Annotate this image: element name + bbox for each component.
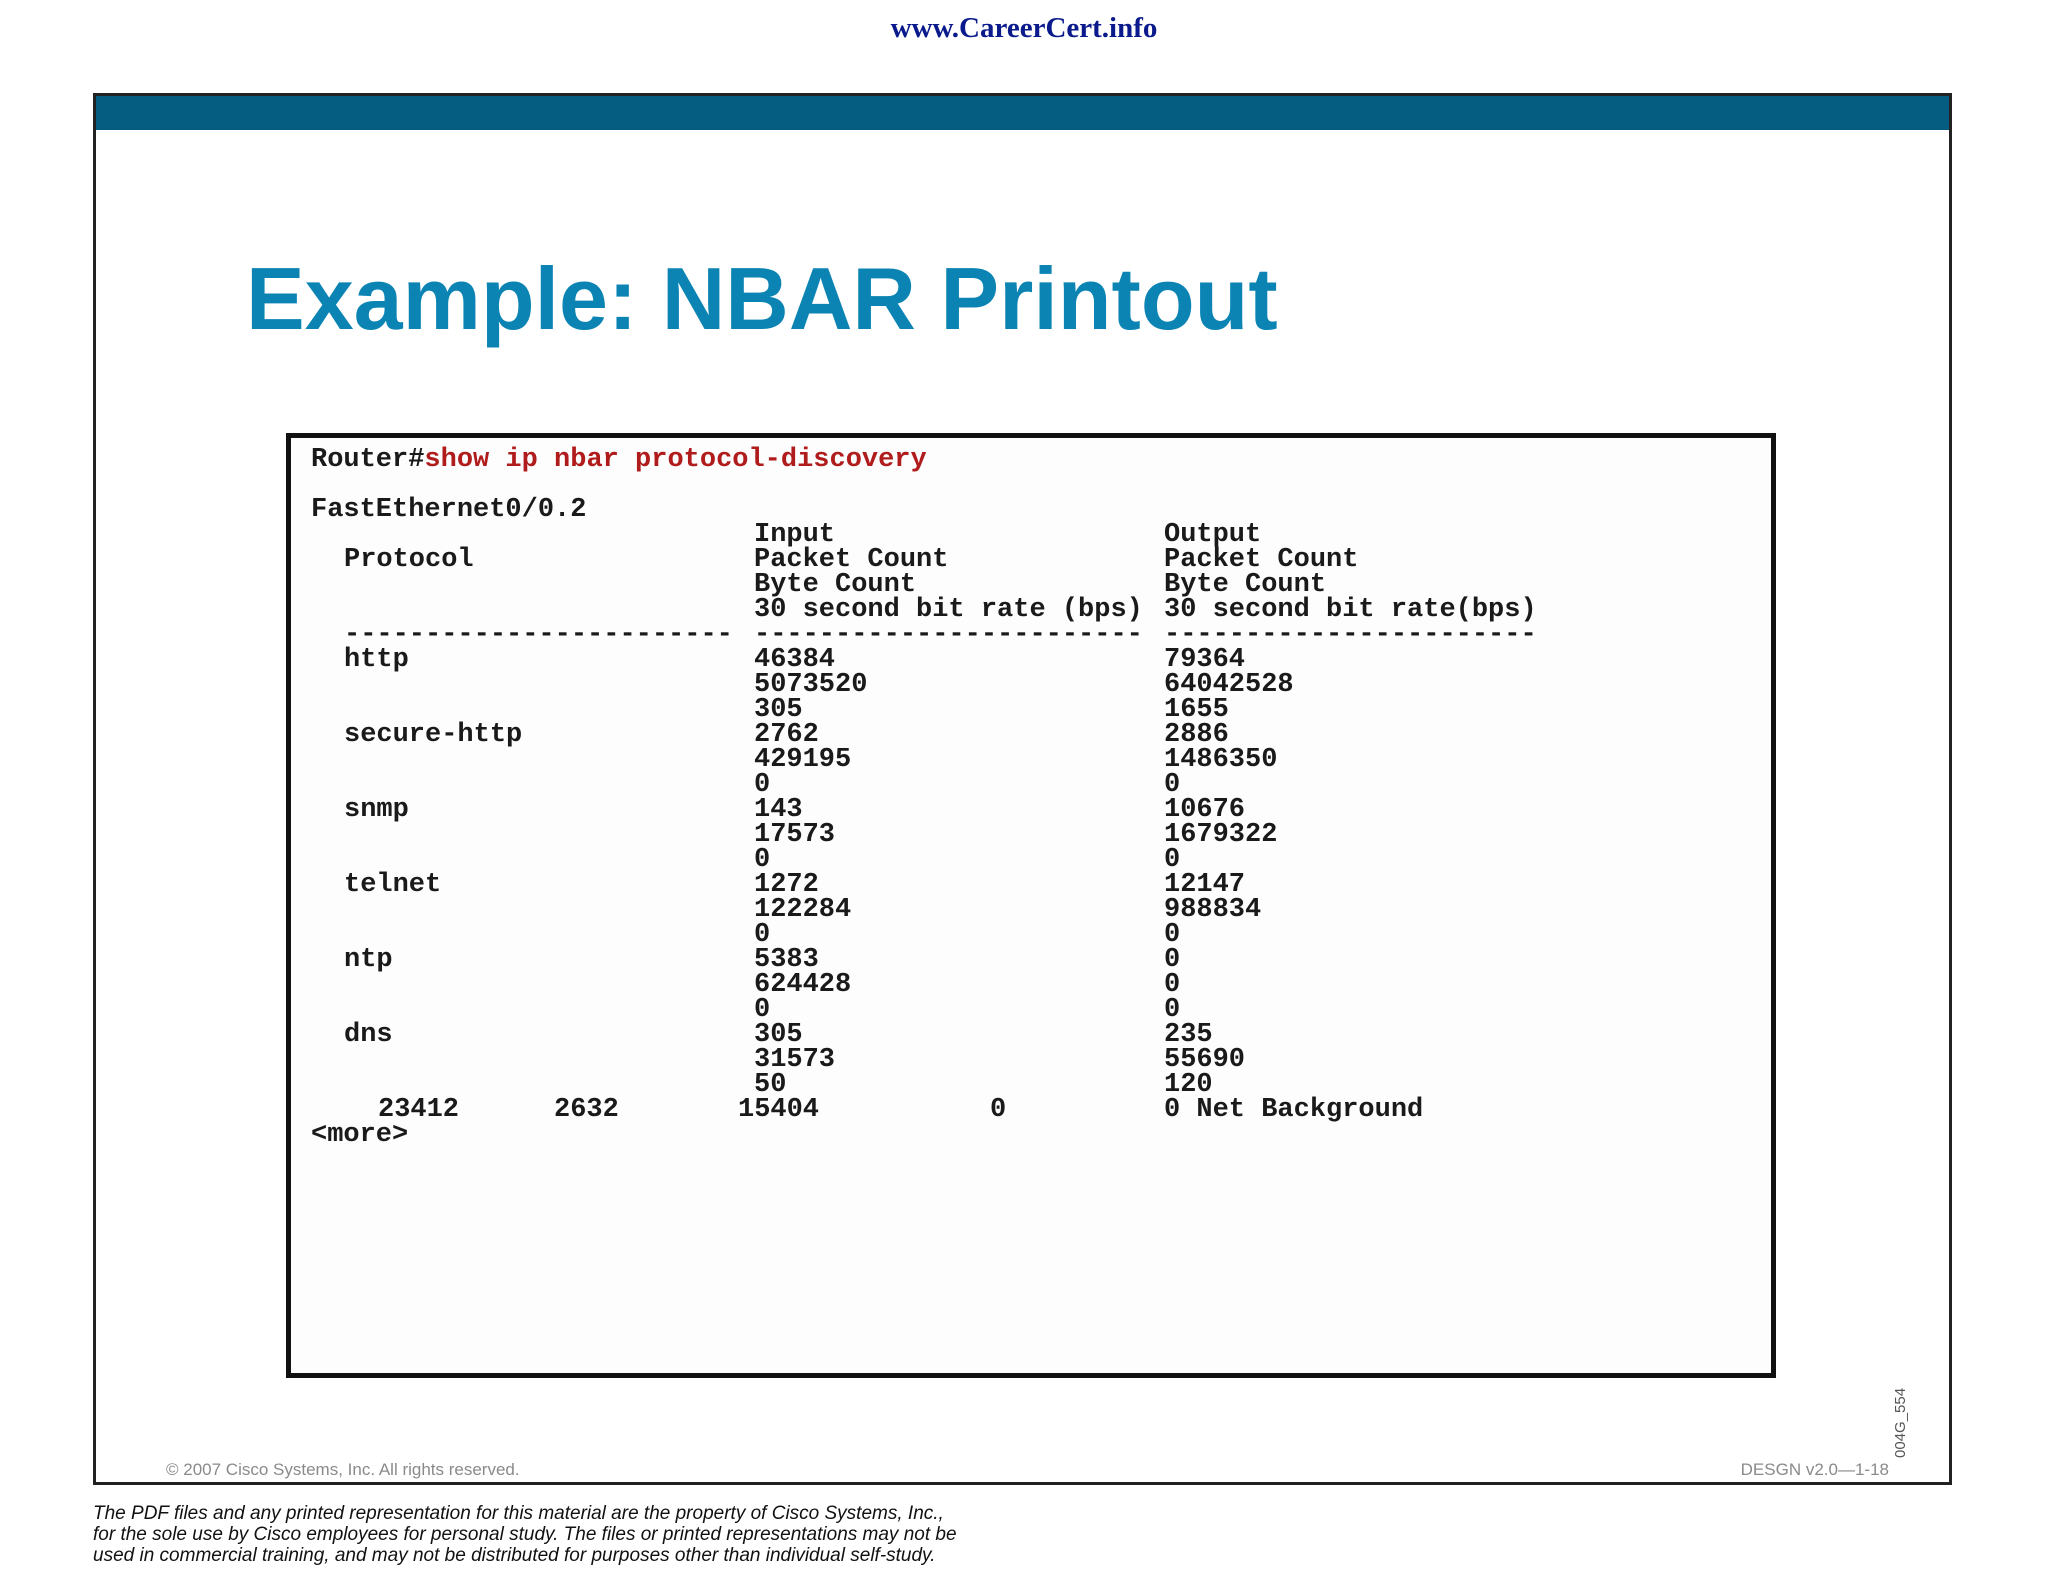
column-header-output: 30 second bit rate(bps)	[1164, 595, 1537, 625]
disclaimer-line: for the sole use by Cisco employees for personal study. The files or printed representations may not be	[93, 1524, 957, 1545]
input-packet-count: 46384	[754, 645, 836, 675]
input-bit-rate: 0	[754, 920, 771, 950]
copyright-notice: © 2007 Cisco Systems, Inc. All rights reserved.	[166, 1460, 520, 1479]
disclaimer	[93, 1503, 957, 1566]
input-packet-count: 1272	[754, 870, 819, 900]
column-header-output: Byte Count	[1164, 570, 1327, 600]
terminal-output	[286, 433, 1776, 1378]
input-packet-count: 5383	[754, 945, 819, 975]
column-header-output: Output	[1164, 520, 1262, 550]
input-byte-count: 5073520	[754, 670, 868, 700]
input-packet-count: 143	[754, 795, 803, 825]
summary-value: 0	[990, 1095, 1007, 1125]
course-id: DESGN v2.0—1-18	[1740, 1460, 1889, 1479]
disclaimer-line: used in commercial training, and may not be distributed for purposes other than individual self-study.	[93, 1545, 936, 1566]
protocol-name: snmp	[344, 795, 409, 825]
router-prompt: Router#	[311, 445, 425, 475]
protocol-name: secure-http	[344, 720, 523, 750]
protocol-name: http	[344, 645, 409, 675]
input-byte-count: 624428	[754, 970, 852, 1000]
input-bit-rate: 0	[754, 770, 771, 800]
output-bit-rate: 1655	[1164, 695, 1229, 725]
summary-value: 2632	[554, 1095, 619, 1125]
separator: ------------------------	[754, 620, 1143, 650]
separator: ------------------------	[344, 620, 733, 650]
output-packet-count: 235	[1164, 1020, 1213, 1050]
input-bit-rate: 0	[754, 845, 771, 875]
separator: -----------------------	[1164, 620, 1537, 650]
output-bit-rate: 0	[1164, 770, 1181, 800]
column-header-output: Packet Count	[1164, 545, 1359, 575]
input-packet-count: 305	[754, 1020, 803, 1050]
output-byte-count: 55690	[1164, 1045, 1246, 1075]
output-bit-rate: 120	[1164, 1070, 1213, 1100]
input-byte-count: 122284	[754, 895, 852, 925]
output-byte-count: 988834	[1164, 895, 1262, 925]
column-header-input: Byte Count	[754, 570, 917, 600]
slide	[93, 93, 1952, 1485]
column-header-input: 30 second bit rate (bps)	[754, 595, 1143, 625]
input-byte-count: 429195	[754, 745, 852, 775]
output-packet-count: 79364	[1164, 645, 1246, 675]
output-byte-count: 0	[1164, 970, 1181, 1000]
slide-title: Example: NBAR Printout	[246, 249, 1278, 348]
column-header-input: Input	[754, 520, 836, 550]
summary-value: 0 Net Background	[1164, 1095, 1424, 1125]
column-header-input: Packet Count	[754, 545, 949, 575]
output-packet-count: 10676	[1164, 795, 1246, 825]
output-packet-count: 2886	[1164, 720, 1229, 750]
output-packet-count: 0	[1164, 945, 1181, 975]
command-line	[311, 444, 927, 476]
input-bit-rate: 305	[754, 695, 803, 725]
column-header-protocol: Protocol	[344, 545, 474, 575]
input-packet-count: 2762	[754, 720, 819, 750]
disclaimer-line: The PDF files and any printed representation for this material are the property of Cisco Systems, Inc.,	[93, 1503, 944, 1524]
interface-name: FastEthernet0/0.2	[311, 495, 587, 525]
protocol-name: ntp	[344, 945, 393, 975]
input-byte-count: 31573	[754, 1045, 836, 1075]
output-byte-count: 1486350	[1164, 745, 1278, 775]
output-byte-count: 1679322	[1164, 820, 1278, 850]
protocol-name: dns	[344, 1020, 393, 1050]
output-bit-rate: 0	[1164, 920, 1181, 950]
summary-value: 15404	[738, 1095, 820, 1125]
summary-value: 23412	[378, 1095, 460, 1125]
output-bit-rate: 0	[1164, 845, 1181, 875]
more-prompt: <more>	[311, 1120, 409, 1150]
input-bit-rate: 0	[754, 995, 771, 1025]
slide-header-bar	[96, 96, 1949, 130]
command-text: show ip nbar protocol-discovery	[424, 445, 927, 475]
output-bit-rate: 0	[1164, 995, 1181, 1025]
input-bit-rate: 50	[754, 1070, 787, 1100]
site-url[interactable]: www.CareerCert.info	[890, 12, 1158, 44]
protocol-name: telnet	[344, 870, 442, 900]
figure-id: 004G_554	[1892, 1387, 1909, 1458]
input-byte-count: 17573	[754, 820, 836, 850]
output-packet-count: 12147	[1164, 870, 1246, 900]
output-byte-count: 64042528	[1164, 670, 1294, 700]
